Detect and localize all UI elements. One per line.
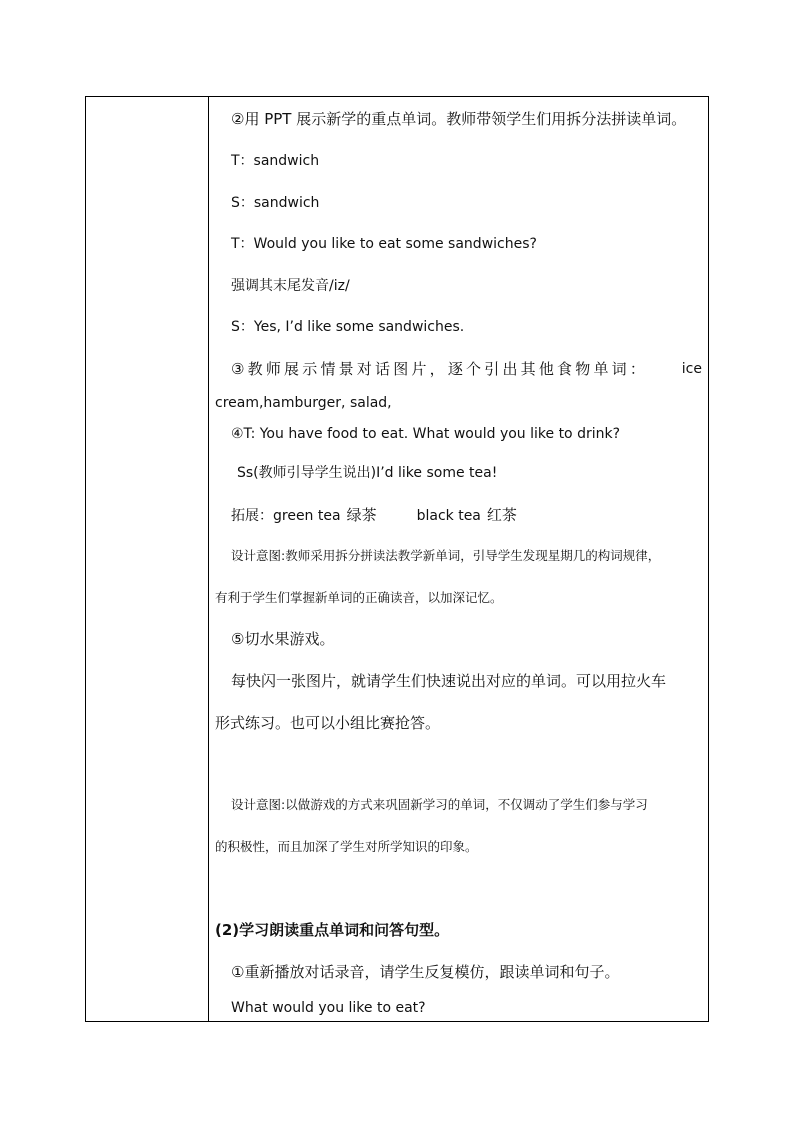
green-tea-cn: 绿茶 — [346, 506, 377, 524]
extension-line — [231, 505, 702, 526]
dialogue-student-answer: S：Yes, I’d like some sandwiches. — [231, 319, 465, 335]
step-3-word-ice: ice — [681, 361, 702, 377]
content-cell — [209, 97, 708, 1021]
section-2-heading: (2)学习朗读重点单词和问答句型。 — [215, 921, 450, 939]
food-word-list: cream,hamburger, salad, — [215, 395, 392, 411]
step-4-student-reply: Ss(教师引导学生说出)I’d like some tea! — [237, 465, 498, 481]
design-intent-1-line-2: 有利于学生们掌握新单词的正确读音，以加深记忆。 — [215, 590, 503, 605]
dialogue-teacher-question: T：Would you like to eat some sandwiches? — [231, 236, 537, 252]
dialogue-student-sandwich: S：sandwich — [231, 195, 320, 211]
pronunciation-note: 强调其末尾发音/iz/ — [231, 278, 350, 294]
dialogue-teacher-sandwich: T：sandwich — [231, 153, 320, 169]
step-3-intro: ③教师展示情景对话图片，逐个引出其他食物单词： — [231, 360, 649, 378]
extension-label: 拓展：green tea — [231, 508, 341, 524]
step-5-desc-line-2: 形式练习。也可以小组比赛抢答。 — [215, 714, 441, 732]
design-intent-2-line-1: 设计意图:以做游戏的方式来巩固新学习的单词，不仅调动了学生们参与学习 — [231, 797, 648, 812]
black-tea-en: black tea — [416, 508, 481, 524]
step-2-intro: ②用 PPT 展示新学的重点单词。教师带领学生们用拆分法拼读单词。 — [231, 110, 687, 128]
section-2-question: What would you like to eat? — [231, 1000, 426, 1016]
step-5-title: ⑤切水果游戏。 — [231, 630, 335, 648]
design-intent-2-line-2: 的积极性，而且加深了学生对所学知识的印象。 — [215, 839, 478, 854]
design-intent-1-line-1: 设计意图:教师采用拆分拼读法教学新单词，引导学生发现星期几的构词规律， — [231, 548, 661, 563]
black-tea-cn: 红茶 — [486, 506, 517, 524]
section-2-step-1: ①重新播放对话录音，请学生反复模仿，跟读单词和句子。 — [231, 963, 620, 981]
step-4-dialogue: ④T: You have food to eat. What would you like to drink? — [231, 426, 621, 442]
lesson-plan-table — [85, 96, 709, 1022]
step-5-desc-line-1: 每快闪一张图片，就请学生们快速说出对应的单词。可以用拉火车 — [231, 672, 667, 690]
